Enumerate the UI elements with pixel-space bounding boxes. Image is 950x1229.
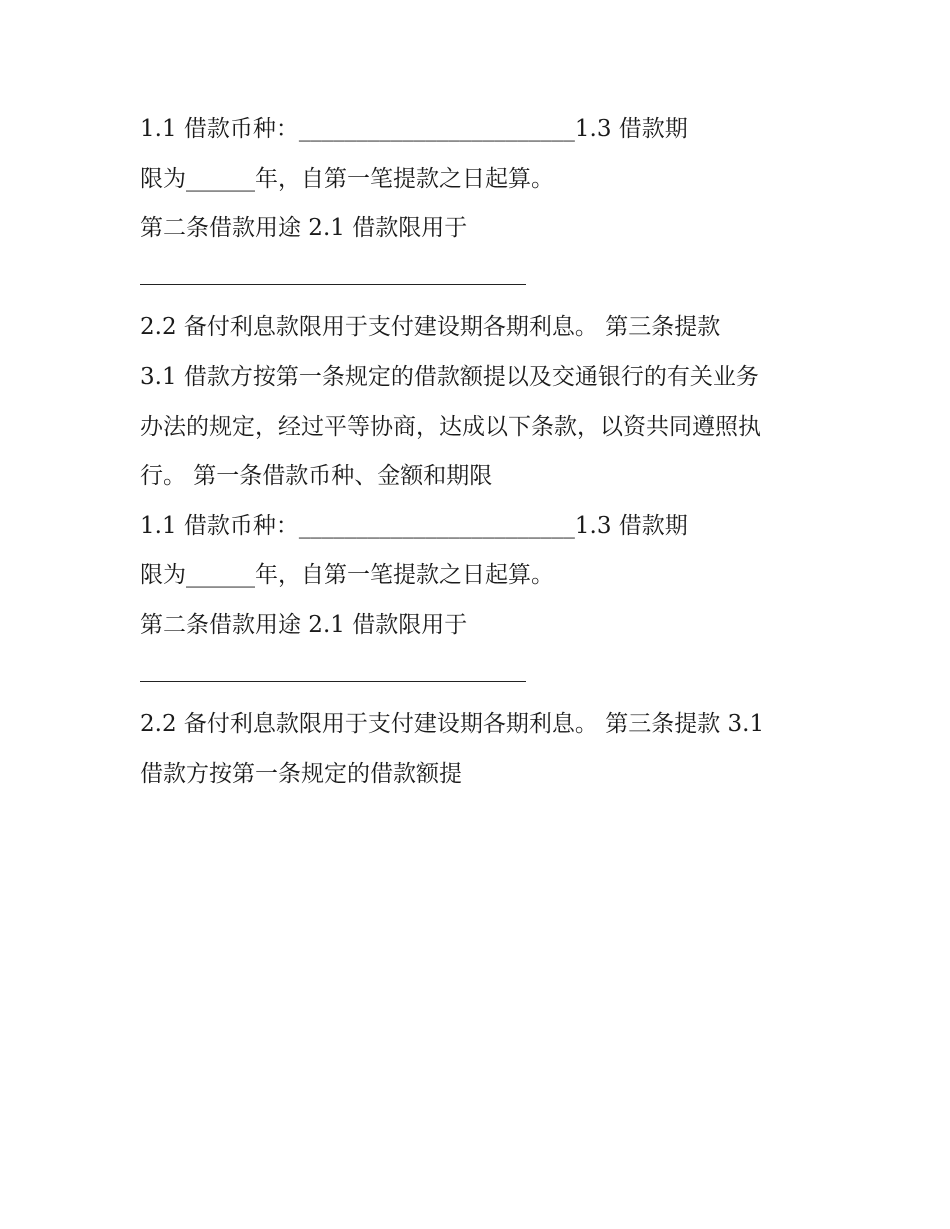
document-body [140, 107, 820, 801]
text-line: 3.1 借款方按第一条规定的借款额提以及交通银行的有关业务 [140, 363, 759, 390]
fill-in-rule [140, 681, 526, 682]
text-line: 限为______年，自第一笔提款之日起算。 [140, 165, 554, 192]
text-line: 第二条借款用途 2.1 借款限用于 [140, 611, 468, 638]
blank-fill-line [140, 256, 820, 306]
text-line: 行。 第一条借款币种、金额和期限 [140, 463, 493, 490]
text-line: 1.1 借款币种：________________________1.3 借款期 [140, 512, 688, 539]
text-line: 借款方按第一条规定的借款额提 [140, 760, 462, 787]
text-line: 2.2 备付利息款限用于支付建设期各期利息。 第三条提款 3.1 [140, 711, 765, 738]
text-line: 第二条借款用途 2.1 借款限用于 [140, 215, 468, 242]
fill-in-rule [140, 284, 526, 285]
text-line: 限为______年，自第一笔提款之日起算。 [140, 562, 554, 589]
text-line: 办法的规定，经过平等协商，达成以下条款，以资共同遵照执 [140, 413, 761, 440]
text-line: 1.1 借款币种：________________________1.3 借款期 [140, 116, 688, 142]
text-line: 2.2 备付利息款限用于支付建设期各期利息。 第三条提款 [140, 314, 721, 341]
blank-fill-line [140, 653, 820, 703]
